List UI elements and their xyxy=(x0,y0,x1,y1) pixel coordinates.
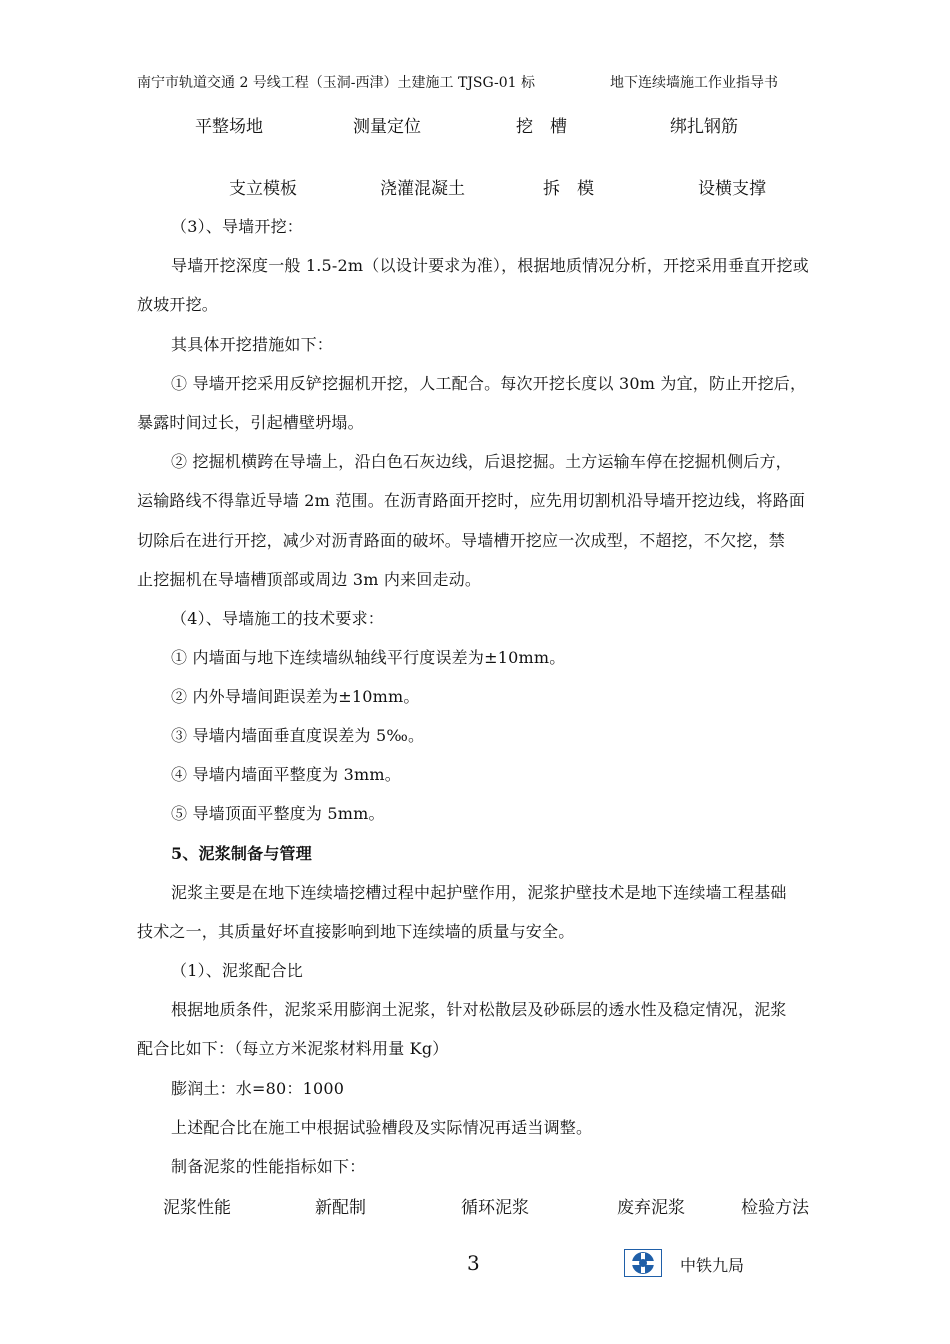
flow-step-5: 支立模板 xyxy=(229,179,297,199)
table-header-cell: 检验方法 xyxy=(741,1198,809,1218)
paragraph-line: 制备泥浆的性能指标如下： xyxy=(171,1157,366,1176)
paragraph-line: 膨润土：水=80：1000 xyxy=(171,1079,345,1098)
paragraph-line: 暴露时间过长，引起槽壁坍塌。 xyxy=(137,413,364,432)
company-logo-icon xyxy=(624,1249,662,1277)
table-header-cell: 循环泥浆 xyxy=(461,1198,529,1218)
paragraph-line: 技术之一，其质量好坏直接影响到地下连续墙的质量与安全。 xyxy=(137,922,575,941)
header-right: 地下连续墙施工作业指导书 xyxy=(610,75,778,91)
table-header-cell: 泥浆性能 xyxy=(163,1198,231,1218)
page-number: 3 xyxy=(467,1251,480,1275)
paragraph-line: 切除后在进行开挖，减少对沥青路面的破坏。导墙槽开挖应一次成型，不超挖，不欠挖，禁 xyxy=(137,531,786,550)
section-heading-3: （3）、导墙开挖： xyxy=(171,217,303,236)
requirement-3: ③ 导墙内墙面垂直度误差为 5‰。 xyxy=(171,726,425,745)
paragraph-line: 根据地质条件，泥浆采用膨润土泥浆，针对松散层及砂砾层的透水性及稳定情况，泥浆 xyxy=(171,1000,787,1019)
paragraph-line: 导墙开挖深度一般 1.5-2m（以设计要求为准），根据地质情况分析，开挖采用垂直开挖或 xyxy=(171,256,809,275)
flow-step-4: 绑扎钢筋 xyxy=(670,117,738,137)
paragraph-line: ① 导墙开挖采用反铲挖掘机开挖，人工配合。每次开挖长度以 30m 为宜，防止开挖后， xyxy=(171,374,807,393)
company-name: 中铁九局 xyxy=(680,1256,745,1275)
paragraph-line: 泥浆主要是在地下连续墙挖槽过程中起护壁作用，泥浆护壁技术是地下连续墙工程基础 xyxy=(171,883,787,902)
requirement-2: ② 内外导墙间距误差为±10mm。 xyxy=(171,687,420,706)
requirement-4: ④ 导墙内墙面平整度为 3mm。 xyxy=(171,765,401,784)
table-header-cell: 新配制 xyxy=(315,1198,366,1218)
paragraph-line: 上述配合比在施工中根据试验槽段及实际情况再适当调整。 xyxy=(171,1118,593,1137)
paragraph-line: 放坡开挖。 xyxy=(137,295,219,314)
paragraph-line: 运输路线不得靠近导墙 2m 范围。在沥青路面开挖时，应先用切割机沿导墙开挖边线，将路面 xyxy=(137,491,806,510)
paragraph-line: 止挖掘机在导墙槽顶部或周边 3m 内来回走动。 xyxy=(137,570,482,589)
flow-step-8: 设横支撑 xyxy=(698,179,766,199)
requirement-5: ⑤ 导墙顶面平整度为 5mm。 xyxy=(171,804,385,823)
header-left: 南宁市轨道交通 2 号线工程（玉洞-西津）土建施工 TJSG-01 标 xyxy=(137,75,535,91)
flow-step-2: 测量定位 xyxy=(353,117,421,137)
section-heading-4: （4）、导墙施工的技术要求： xyxy=(171,609,384,628)
paragraph-line: ② 挖掘机横跨在导墙上，沿白色石灰边线，后退挖掘。土方运输车停在挖掘机侧后方， xyxy=(171,452,792,471)
section-heading-5: 5、泥浆制备与管理 xyxy=(171,844,312,863)
table-header-cell: 废弃泥浆 xyxy=(617,1198,685,1218)
flow-step-6: 浇灌混凝土 xyxy=(380,179,465,199)
paragraph-line: 配合比如下：（每立方米泥浆材料用量 Kg） xyxy=(137,1039,449,1058)
flow-step-3: 挖 槽 xyxy=(516,117,567,137)
paragraph-line: 其具体开挖措施如下： xyxy=(171,335,334,354)
requirement-1: ① 内墙面与地下连续墙纵轴线平行度误差为±10mm。 xyxy=(171,648,566,667)
flow-step-1: 平整场地 xyxy=(195,117,263,137)
flow-step-7: 拆 模 xyxy=(543,179,594,199)
section-heading-1: （1）、泥浆配合比 xyxy=(171,961,303,980)
